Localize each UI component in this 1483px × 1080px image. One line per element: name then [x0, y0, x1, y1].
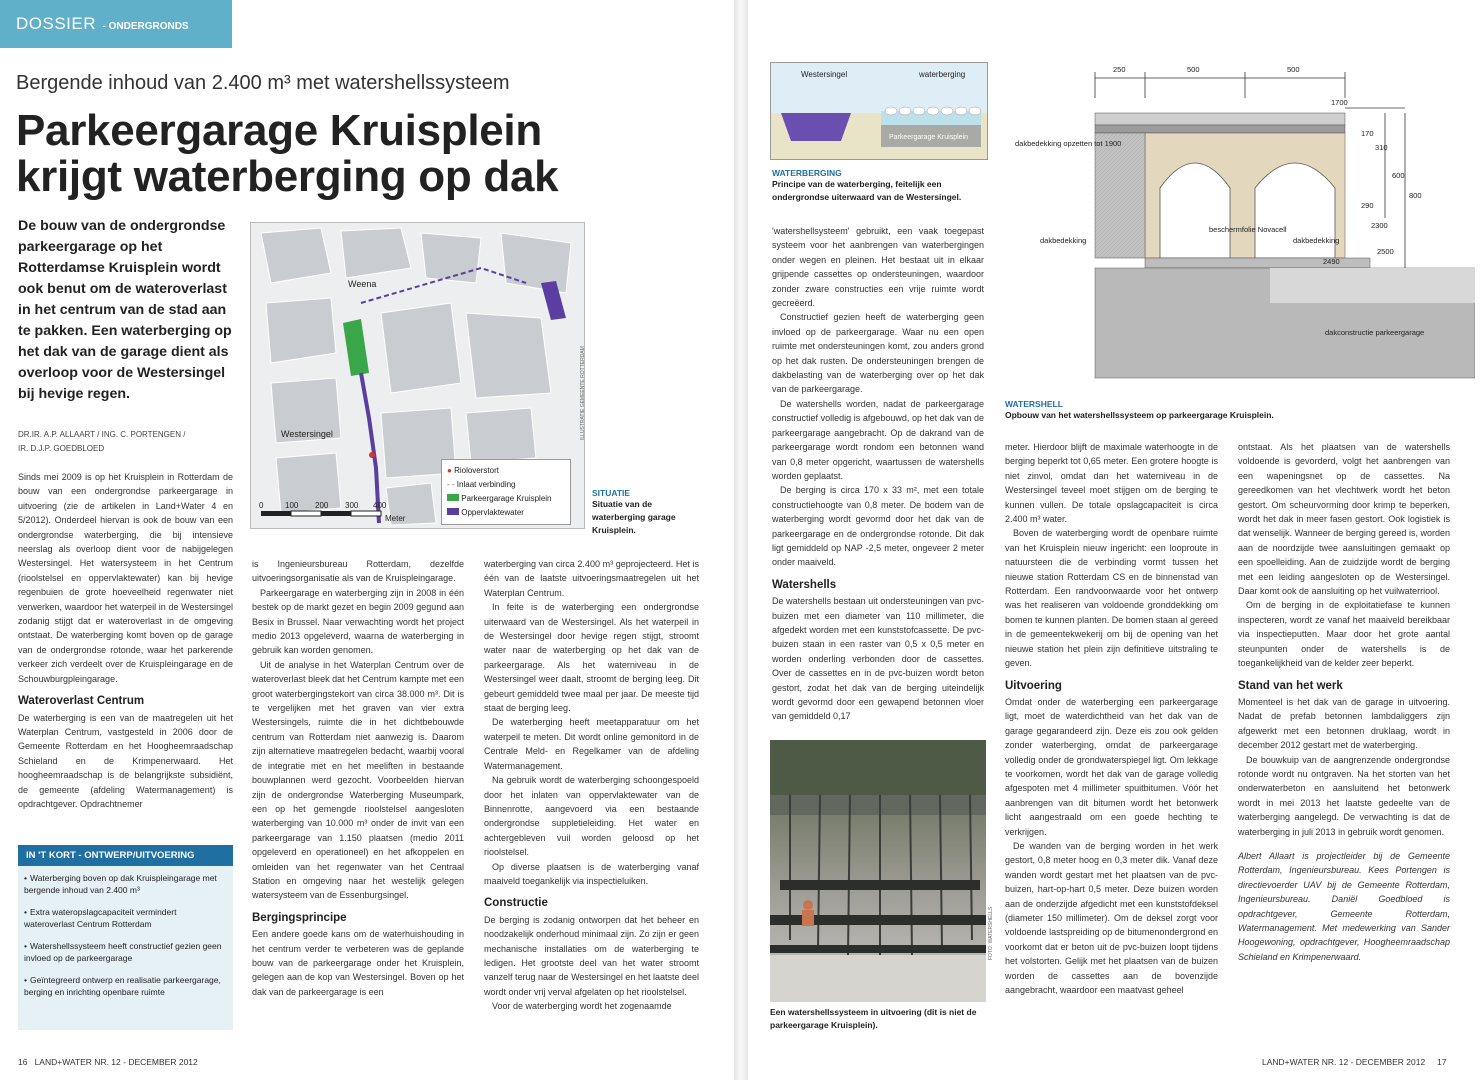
summary-box-title: IN 'T KORT - ONTWERP/UITVOERING [18, 845, 233, 866]
footer-right [1262, 1057, 1446, 1067]
legend-dash-icon: - - [447, 480, 455, 489]
subheading: Stand van het werk [1238, 679, 1343, 692]
paragraph: Parkeergarage en waterberging zijn in 2008 in één bestek op de markt gezet en begin 2009 gegund aan Besix in Brussel. Naar verwachting wordt het project medio 2013 opgeleverd, waarna de waterberging in gebruik kan worden genomen. [252, 587, 464, 656]
photo-caption: Een watershellssysteem in uitvoering (dit is niet de parkeergarage Kruisplein). [770, 1007, 977, 1030]
dossier-label: DOSSIER [16, 14, 97, 33]
column-5 [1005, 440, 1218, 997]
legend-item: Parkeergarage Kruisplein [447, 492, 565, 506]
paragraph: ontstaat. Als het plaatsen van de watershells voldoende is gevorderd, volgt het aanbrengen van een wapeningsnet op de cassettes. Na gereedkomen van het vlechtwerk wordt het beton gestort. Om scheurvorming door krimp te beperken, wordt het dak in meer fasen gestort. Ook logistiek is dat wenselijk. Wanneer de berging gereed is, worden aan de noordzijde twee aansluitingen gemaakt op een spoelleiding. Aan de zuidzijde wordt de berging met een leiding aangesloten op de Westersingel. Daar komt ook de aansluiting op het vuilwaterriool. [1238, 442, 1450, 597]
dimension-label: 290 [1361, 201, 1374, 210]
summary-item: • Watershellssysteem heeft constructief gezien geen invloed op de parkeergarage [24, 940, 227, 964]
diagram-label: beschermfolie Novacell [1209, 225, 1287, 234]
summary-item: • Geïntegreerd ontwerp en realisatie parkeergarage, berging en inrichting openbare ruimte [24, 974, 227, 998]
author-bio: Albert Allaart is projectleider bij de Gemeente Rotterdam, Ingenieursbureau. Kees Portengen is directievoerder UAV bij de Gemeente Rotterdam, Ingenieursbureau. Daniël Goedbloed is opdrachtgever, Gemeente Rotterdam, Watermanagement. Met medewerking van Sander Hoogewoning, opdrachtgever, Hoogheemraadschap Schieland en Krimpenerwaard. [1238, 850, 1450, 962]
paragraph: De wanden van de berging worden in het werk gestort, 0,8 meter hoog en 0,3 meter dik. Vanaf deze wanden wordt gestart met het plaatsen van de pvc-buizen, hart-op-hart 0,5 meter. Deze buizen worden aan de onderzijde afgedicht met een kunststofdeksel (diameter 150 millimeter). Om de deksel zorgt voor voldoende lastspreiding op de bitumenondergrond en voorkomt dat er beton uit de pvc-buizen loopt tijdens het volstorten. Gelijk met het plaatsen van de buizen worden de cassettes aan de bovenzijde aangebracht, waardoor een maatvast geheel [1005, 840, 1218, 996]
legend-item: ● Rioloverstort [447, 466, 499, 475]
watershell-graphic [1005, 58, 1475, 403]
paragraph: Na gebruik wordt de waterberging schoongespoeld door het inlaten van oppervlaktewater van de Binnenrotte, aangevoerd via een bestaande ondergrondse suppletieleiding. Het water en achtergebleven vuil worden geloosd op het rioolstelsel. [484, 775, 699, 858]
title-line-2: krijgt waterberging op dak [16, 152, 559, 201]
paragraph: Constructief gezien heeft de waterberging geen invloed op de parkeergarage. Waar nu een open ruimte met ondersteuningen komt, zou anders grond op het dak rusten. De ondersteuningen brengen de dakbelasting van de waterberging over op het dak van de parkeergarage. [772, 312, 984, 395]
dimension-label: 2490 [1323, 257, 1340, 266]
paragraph: Omdat onder de waterberging een parkeergarage ligt, moet de waterdichtheid van het dak van de garage gegarandeerd zijn. Deze eis zou ook gelden zonder waterberging, omdat de parkeergarage volledig onder de grondwaterspiegel ligt. Om lekkage te voorkomen, wordt het dak van de garage volledig afgespoten met 4 millimeter spuitbitumen. Vóór het aanbrengen van dit bitumen wordt het betonwerk licht aangestraald om een goede hechting te verkrijgen. [1005, 696, 1218, 837]
paragraph: De bouwkuip van de aangrenzende ondergrondse rotonde wordt nu ontgraven. Na het storten van het onderwaterbeton en aansluitend het betonwerk wordt in mei 2013 het laatste gedeelte van de waterberging aangelegd. De verwachting is dat de waterberging in juli 2013 in gebruik wordt genomen. [1238, 754, 1450, 837]
paragraph: De waterberging is een van de maatregelen uit het Waterplan Centrum, vastgesteld in 2006 door de Gemeente Rotterdam en het Hoogheemraadschap Schieland en de Krimpenerwaard. Het hoogheemraadschap is de belangrijkste subsidiënt, de gemeente (afdeling Watermanagement) is opdrachtgever. Opdrachtnemer [18, 712, 233, 809]
diagram-label: dakbedekking opzetten tot 1900 [1015, 139, 1122, 148]
scale-unit: Meter [385, 514, 406, 523]
page-number: 16 [18, 1057, 28, 1067]
paragraph: De waterberging heeft meetapparatuur om het waterpeil te meten. Dit wordt online gemonitord in de Centrale Meld- en Regelkamer van de afdeling Watermanagement. [484, 717, 699, 771]
paragraph: Op diverse plaatsen is de waterberging vanaf maaiveld toegankelijk via inspectieluiken. [484, 861, 699, 886]
diagram2-caption [1005, 399, 1475, 422]
column-4 [772, 224, 984, 724]
scale-tick: 100 [285, 501, 299, 510]
footer-publication: LAND+WATER NR. 12 - DECEMBER 2012 [1262, 1057, 1426, 1067]
caption-label: WATERSHELL [1005, 399, 1063, 409]
caption-label: SITUATIE [592, 488, 631, 498]
section-header [0, 0, 232, 48]
paragraph: waterberging van circa 2.400 m³ geprojecteerd. Het is één van de laatste uitvoeringsmaatregelen uit het Waterplan Centrum. [484, 559, 699, 598]
diagram-label: Parkeergarage Kruisplein [889, 134, 968, 141]
page-title [16, 108, 558, 200]
paragraph: Momenteel is het dak van de garage in uitvoering. Nadat de prefab betonnen lambdaliggers zijn afgewerkt met een betonnen druklaag, wordt in december 2012 gestart met de waterberging. [1238, 696, 1450, 751]
paragraph: 'watershellsysteem' gebruikt, een vaak toegepast systeem voor het aanbrengen van waterbergingen onder wegen en pleinen. Het bestaat uit in elkaar grijpende cassettes op ondersteuningen, waardoor zonder zware constructies een vrije ruimte wordt gecreëerd. [772, 226, 984, 309]
column-1 [18, 470, 233, 811]
dimension-label: 1700 [1331, 98, 1348, 107]
photo-credit: FOTO: WATERSHELLS [988, 906, 994, 960]
paragraph: is Ingenieursbureau Rotterdam, dezelfde uitvoeringsorganisatie als van de Kruispleingarage. [252, 559, 464, 584]
gutter [734, 0, 748, 1080]
diagram1-caption [772, 168, 987, 204]
caption-text: Principe van de waterberging, feitelijk een ondergrondse uiterwaard van de Westersingel. [772, 179, 962, 202]
subheading: Bergingsprincipe [252, 911, 347, 924]
column-6 [1238, 440, 1450, 964]
caption-text: Opbouw van het watershellssysteem op parkeergarage Kruisplein. [1005, 410, 1274, 420]
summary-item: • Extra wateropslagcapaciteit vermindert wateroverlast Centrum Rotterdam [24, 906, 227, 930]
waterberging-diagram [770, 62, 988, 160]
authors-line-2: IR. D.J.P. GOEDBLOED [18, 444, 105, 453]
map-credit: ILLUSTRATIE GEMEENTE ROTTERDAM [580, 346, 586, 440]
dimension-label: 2500 [1377, 247, 1394, 256]
photo-graphic [770, 740, 986, 1002]
subheading: Constructie [484, 897, 548, 910]
scale-tick: 300 [345, 501, 359, 510]
dimension-label: 2300 [1371, 221, 1388, 230]
paragraph: Boven de waterberging wordt de openbare ruimte van het Kruisplein nieuw ingericht: een looproute in natuursteen die de verbinding vormt tussen het nieuwe station Rotterdam CS en de binnenstad van Rotterdam. Een randvoorwaarde voor het ontwerp was het realiseren van voldoende gronddekking om bomen te kunnen planten. De bomen staan al gereed in de gemeentekwekerij om bij de opening van het nieuwe station het plein zijn definitieve uitstraling te geven. [1005, 528, 1218, 669]
kicker: Bergende inhoud van 2.400 m³ met watershellssysteem [16, 72, 510, 94]
subheading: Uitvoering [1005, 679, 1062, 692]
dimension-label: 500 [1187, 65, 1200, 74]
construction-photo [770, 740, 986, 1002]
page-number: 17 [1437, 1057, 1447, 1067]
scale-tick: 200 [315, 501, 329, 510]
summary-box [18, 845, 233, 1030]
diagram-label: dakbedekking [1293, 236, 1340, 245]
footer-left [18, 1057, 198, 1067]
paragraph: Uit de analyse in het Waterplan Centrum over de wateroverlast bleek dat het Centrum kampte met een groot waterbergingstekort van circa 38.000 m³. Dit is te vergelijken met het graven van vier extra Westersingels, ruimte die in het dichtbebouwde centrum van Rotterdam niet aanwezig is. Daarom zijn alternatieve maatregelen bedacht, waarbij vooral de integratie met en het meeliften in bestaande bouwplannen werd gezocht. Voorbeelden hiervan zijn de ondergrondse Waterberging Museumpark, een op het gemengde rioolstelsel aangesloten waterberging van 10.000 m³ onder de invit van een parkeergarage van 1.150 plaatsen (medio 2011 opgeleverd en operationeel) en het afkoppelen en omleiden van het regenwater van het Centraal Station en omgeving naar het westelijk gelegen watersysteem van de Essenburgsingel. [252, 659, 464, 901]
paragraph: Voor de waterberging wordt het zogenaamde [492, 1001, 672, 1012]
summary-list [18, 866, 233, 1014]
scale-tick: 0 [259, 501, 264, 510]
paragraph: Een andere goede kans om de waterhuishouding in het centrum verder te verbeteren was de geplande bouw van de parkeergarage onder het Kruisplein, gelegen aan de kop van Westersingel. Boven op het dak van de parkeergarage is een [252, 929, 464, 997]
paragraph: In feite is de waterberging een ondergrondse uiterwaard van de Westersingel. Als het waterpeil in de Westersingel door hevige regen stijgt, stroomt water naar de waterberging op het dak van de parkeergarage. Als het waterniveau in de Westersingel weer daalt, stroomt de berging leeg. Dit gebeurt gemiddeld twee maal per jaar. De meeste tijd staat de berging leeg. [484, 602, 699, 714]
authors [18, 428, 240, 456]
subheading: Watershells [772, 578, 837, 591]
situation-map [250, 222, 585, 529]
caption-text: Situatie van de waterberging garage Kruisplein. [592, 499, 676, 535]
subheading: Wateroverlast Centrum [18, 695, 145, 708]
legend-swatch-icon [447, 494, 459, 501]
paragraph: Om de berging in de exploitatiefase te kunnen inspecteren, wordt ze vanaf het maaiveld bereikbaar via inspectieputten. Maar door het grote aantal steunpunten onder de watershells is de toegankelijkheid van de kelder zeer beperkt. [1238, 600, 1450, 669]
diagram-label: waterberging [919, 70, 966, 79]
paragraph: De watershells bestaan uit ondersteuningen van pvc-buizen met een diameter van 110 millimeter, die afgedekt worden met een kunststofcassette. De pvc-buizen staan in een raster van 0,5 x 0,5 meter en worden onderling verbonden door de cassettes. Over de cassettes en in de pvc-buizen wordt beton gestort, zodat het dak van de berging uiteindelijk wordt gevormd door een gewapend betonnen vloer van gemiddeld 0,17 [772, 596, 984, 722]
paragraph: meter. Hierdoor blijft de maximale waterhoogte in de berging beperkt tot 0,65 meter. Een grotere hoogte is niet zinvol, omdat dan het waterniveau in de Westersingel teveel moet stijgen om de berging te kunnen vullen. De totale opslagcapaciteit is circa 2.400 m³ water. [1005, 442, 1218, 525]
intro: De bouw van de ondergrondse parkeergarage op het Rotterdamse Kruisplein wordt ook benut om de wateroverlast in het centrum van de stad aan te pakken. Een waterberging op het dak van de garage dient als overloop voor de Westersingel bij hevige regen. [18, 218, 232, 402]
dimension-label: 800 [1409, 191, 1422, 200]
legend-swatch-icon [447, 508, 459, 515]
diagram-label: dakconstructie parkeergarage [1325, 328, 1425, 337]
map-label-weena: Weena [348, 279, 377, 289]
caption-label: WATERBERGING [772, 168, 842, 178]
section-label: - ONDERGRONDS [102, 21, 189, 32]
dimension-label: 600 [1392, 171, 1405, 180]
title-line-1: Parkeergarage Kruisplein [16, 106, 542, 155]
paragraph: Sinds mei 2009 is op het Kruisplein in Rotterdam de bouw van een ondergrondse parkeergarage in uitvoering (zie de artikelen in Land+Water 4 en 5/2012). Onderdeel hiervan is ook de bouw van een ondergrondse waterberging, die bij intensieve neerslag als overloop dient voor de nabijgelegen Westersingel. Het watersysteem in het Centrum (rioolstelsel en oppervlaktewater) kan bij hevige regenbuien de grote hoeveelheid regenwater niet verwerken, waardoor het waterpeil in de Westersingel zodanig stijgt dat er wateroverlast in de omgeving ontstaat. De waterberging komt boven op de garage van de ondergrondse rotonde, waar het parkerende verkeer zich verdeelt over de Kruispleingarage en de Schouwburgpleingarage. [18, 472, 233, 684]
scale-tick: 400 [373, 501, 387, 510]
authors-line-1: DR.IR. A.P. ALLAART / ING. C. PORTENGEN / [18, 430, 186, 439]
legend-item: - - Inlaat verbinding [447, 480, 516, 489]
map-legend [441, 459, 571, 525]
footer-publication: LAND+WATER NR. 12 - DECEMBER 2012 [34, 1057, 198, 1067]
map-caption [592, 488, 692, 537]
watershell-diagram [1005, 58, 1475, 403]
paragraph: De berging is circa 170 x 33 m², met een totale constructiehoogte van 0,8 meter. De bodem van de waterberging wordt gevormd door het dak van de parkeergarage en de ondergrondse rotonde. Dit dak ligt gemiddeld op NAP -2,5 meter, ongeveer 2 meter onder maaiveld. [772, 485, 984, 568]
column-2 [252, 557, 464, 999]
legend-item: Oppervlaktewater [447, 506, 565, 520]
paragraph: De berging is zodanig ontworpen dat het beheer en noodzakelijk onderhoud minimaal zijn. Zo zijn er geen mechanische installaties om de waterberging te ledigen. Het grootste deel van het water stroomt vanzelf terug naar de Westersingel en het laatste deel wordt onder vrij verval afgelaten op het rioolstelsel. [484, 914, 699, 997]
dimension-label: 250 [1113, 65, 1126, 74]
dimension-label: 170 [1361, 129, 1374, 138]
diagram-label: Westersingel [801, 70, 848, 79]
map-label-westersingel: Westersingel [281, 429, 333, 439]
legend-dot-icon: ● [447, 466, 452, 475]
diagram-label: dakbedekking [1040, 236, 1087, 245]
dimension-label: 310 [1375, 143, 1388, 152]
paragraph: De watershells worden, nadat de parkeergarage constructief volledig is afgebouwd, op het dak van de parkeergarage aangebracht. Op de dakrand van de parkeergarage wordt rondom een betonnen wand van 0,8 meter opgericht, waartussen de watershells worden geplaatst. [772, 398, 984, 481]
waterberging-graphic [771, 63, 988, 160]
summary-item: • Waterberging boven op dak Kruispleingarage met bergende inhoud van 2.400 m³ [24, 872, 227, 896]
dimension-label: 500 [1287, 65, 1300, 74]
column-3 [484, 557, 699, 1014]
